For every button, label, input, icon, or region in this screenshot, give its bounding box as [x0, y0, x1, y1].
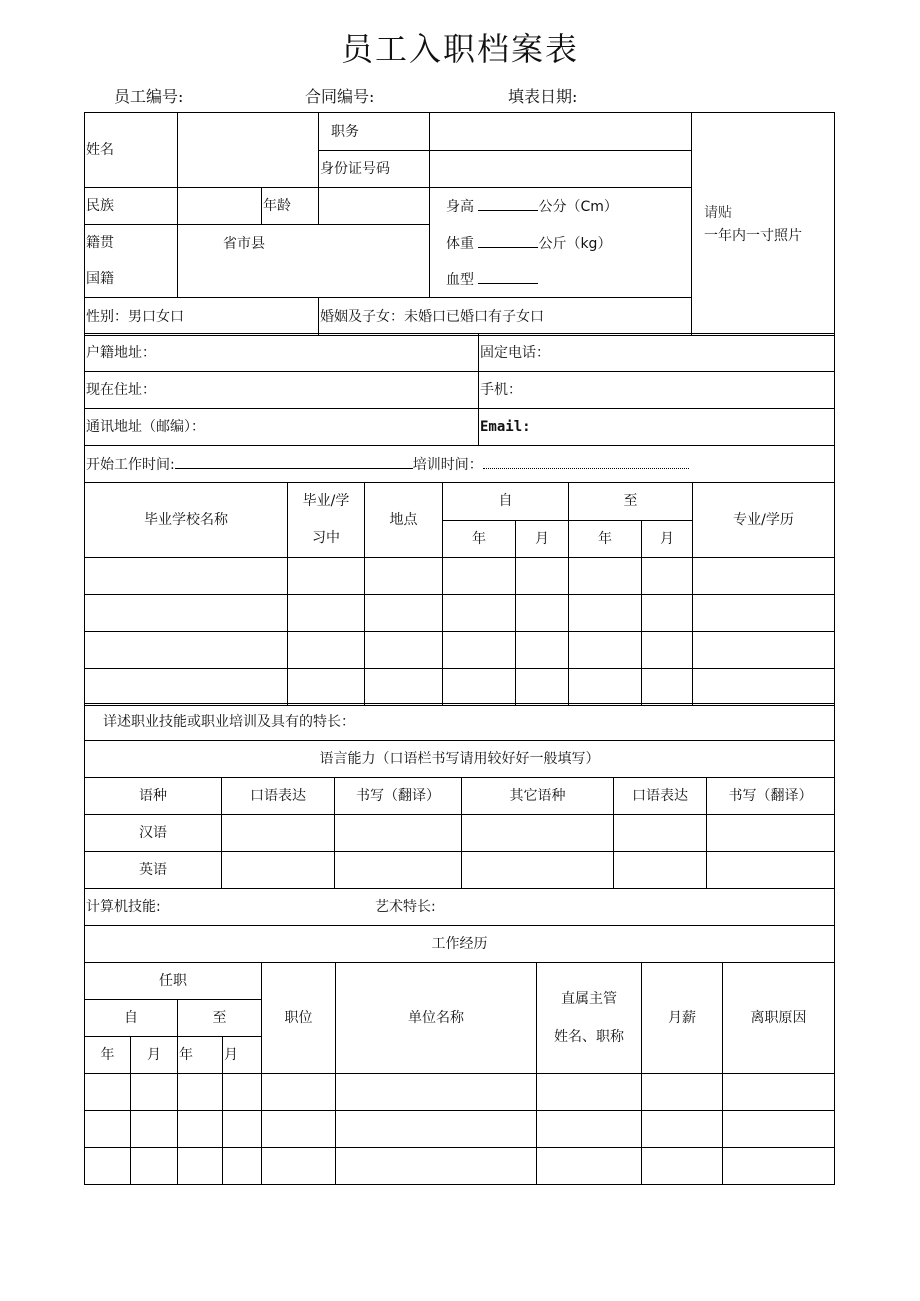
blood-field[interactable] [478, 269, 538, 284]
marital-field[interactable]: 婚姻及子女：未婚口已婚口有子女口 [319, 298, 692, 336]
work-from-year: 年 [85, 1037, 131, 1074]
salary-header: 月薪 [642, 963, 723, 1074]
work-from-month: 月 [131, 1037, 178, 1074]
landline-field[interactable]: 固定电话： [479, 334, 835, 372]
table-row[interactable] [85, 669, 835, 706]
table-row[interactable] [85, 632, 835, 669]
ethnicity-label: 民族 [85, 188, 178, 225]
name-label: 姓名 [85, 113, 178, 188]
position-field[interactable] [430, 113, 692, 151]
page-title: 员工入职档案表 [340, 30, 579, 68]
location-header: 地点 [365, 483, 443, 558]
major-header: 专业/学历 [693, 483, 835, 558]
registered-address-field[interactable]: 户籍地址： [85, 334, 479, 372]
work-from-header: 自 [85, 1000, 178, 1037]
id-card-label: 身份证号码 [319, 151, 430, 188]
table-row[interactable] [85, 815, 835, 852]
current-address-field[interactable]: 现在住址： [85, 372, 479, 409]
writing-header: 书写（翻译） [335, 778, 462, 815]
age-field[interactable] [319, 188, 430, 225]
weight-field[interactable] [478, 233, 538, 248]
graduation-header-line1: 毕业/学 [302, 493, 350, 509]
edu-from-year: 年 [443, 520, 516, 558]
chinese-label: 汉语 [85, 815, 222, 852]
training-time-label: 培训时间： [412, 457, 483, 473]
ethnicity-field[interactable] [178, 188, 262, 225]
id-card-field[interactable] [430, 151, 692, 188]
table-row[interactable] [85, 1148, 835, 1185]
work-history-table [84, 962, 835, 1185]
fill-date-label: 填表日期: [508, 87, 578, 106]
gender-field[interactable]: 性别：男口女口 [85, 298, 319, 336]
edu-to-year: 年 [569, 520, 642, 558]
native-nationality-labels [85, 225, 178, 298]
english-label: 英语 [85, 852, 222, 889]
work-to-header: 至 [178, 1000, 262, 1037]
post-header: 职位 [262, 963, 336, 1074]
mail-address-field[interactable]: 通讯地址（邮编）： [85, 409, 479, 446]
oral-header-2: 口语表达 [614, 778, 707, 815]
photo-box[interactable] [692, 113, 835, 336]
native-place-field[interactable] [178, 225, 430, 298]
table-row[interactable] [85, 595, 835, 632]
height-label: 身高 [446, 198, 474, 215]
leave-reason-header: 离职原因 [723, 963, 835, 1074]
weight-label: 体重 [446, 235, 474, 252]
personal-info-table [84, 112, 835, 336]
computer-skills-label: 计算机技能: [86, 899, 161, 915]
height-field[interactable] [478, 196, 538, 211]
work-to-month: 月 [223, 1037, 262, 1074]
skills-table [84, 703, 835, 963]
tenure-header: 任职 [85, 963, 262, 1000]
school-header: 毕业学校名称 [85, 483, 288, 558]
nationality-label: 国籍 [86, 271, 114, 287]
employee-no-label: 员工编号: [114, 87, 184, 106]
province-city-county: 省市县 [223, 236, 265, 252]
lang-type-header: 语种 [85, 778, 222, 815]
edu-to-header: 至 [569, 483, 693, 521]
art-skills-label: 艺术特长: [375, 899, 436, 915]
position-label: 职务 [319, 113, 430, 151]
computer-art-row[interactable] [85, 889, 835, 926]
work-history-title: 工作经历 [85, 926, 835, 963]
start-work-label: 开始工作时间: [86, 457, 175, 473]
oral-header: 口语表达 [222, 778, 335, 815]
email-label: Email: [480, 419, 531, 435]
photo-hint-1: 请贴 [704, 204, 732, 221]
email-field[interactable] [479, 409, 835, 446]
blood-label: 血型 [446, 271, 474, 288]
work-training-time-row [85, 446, 835, 483]
company-header: 单位名称 [336, 963, 537, 1074]
table-row[interactable] [85, 852, 835, 889]
writing-header-2: 书写（翻译） [707, 778, 835, 815]
education-table [84, 482, 835, 706]
table-row[interactable] [85, 1074, 835, 1111]
edu-from-header: 自 [443, 483, 569, 521]
mobile-field[interactable]: 手机： [479, 372, 835, 409]
contract-no-label: 合同编号: [305, 87, 375, 106]
height-unit: 公分（Cm） [538, 198, 618, 215]
graduation-header [288, 483, 365, 558]
graduation-header-line2: 习中 [312, 530, 340, 546]
skills-detail-field[interactable]: 详述职业技能或职业培训及具有的特长： [85, 704, 835, 741]
table-row[interactable] [85, 1111, 835, 1148]
weight-unit: 公斤（kg） [538, 235, 612, 252]
native-place-label: 籍贯 [86, 235, 114, 251]
body-info-cell [430, 188, 692, 298]
contact-table [84, 333, 835, 483]
edu-from-month: 月 [516, 520, 569, 558]
table-row[interactable] [85, 558, 835, 595]
language-title: 语言能力（口语栏书写请用较好好一般填写） [85, 741, 835, 778]
supervisor-header-line1: 直属主管 [561, 991, 617, 1007]
age-label: 年龄 [262, 188, 319, 225]
edu-to-month: 月 [642, 520, 693, 558]
photo-hint-2: 一年内一寸照片 [704, 227, 802, 244]
supervisor-header [537, 963, 642, 1074]
work-to-year: 年 [178, 1037, 223, 1074]
start-work-field[interactable] [175, 454, 413, 469]
supervisor-header-line2: 姓名、职称 [554, 1029, 624, 1045]
name-field[interactable] [178, 113, 319, 188]
training-time-field[interactable] [483, 454, 689, 469]
other-lang-header: 其它语种 [462, 778, 614, 815]
